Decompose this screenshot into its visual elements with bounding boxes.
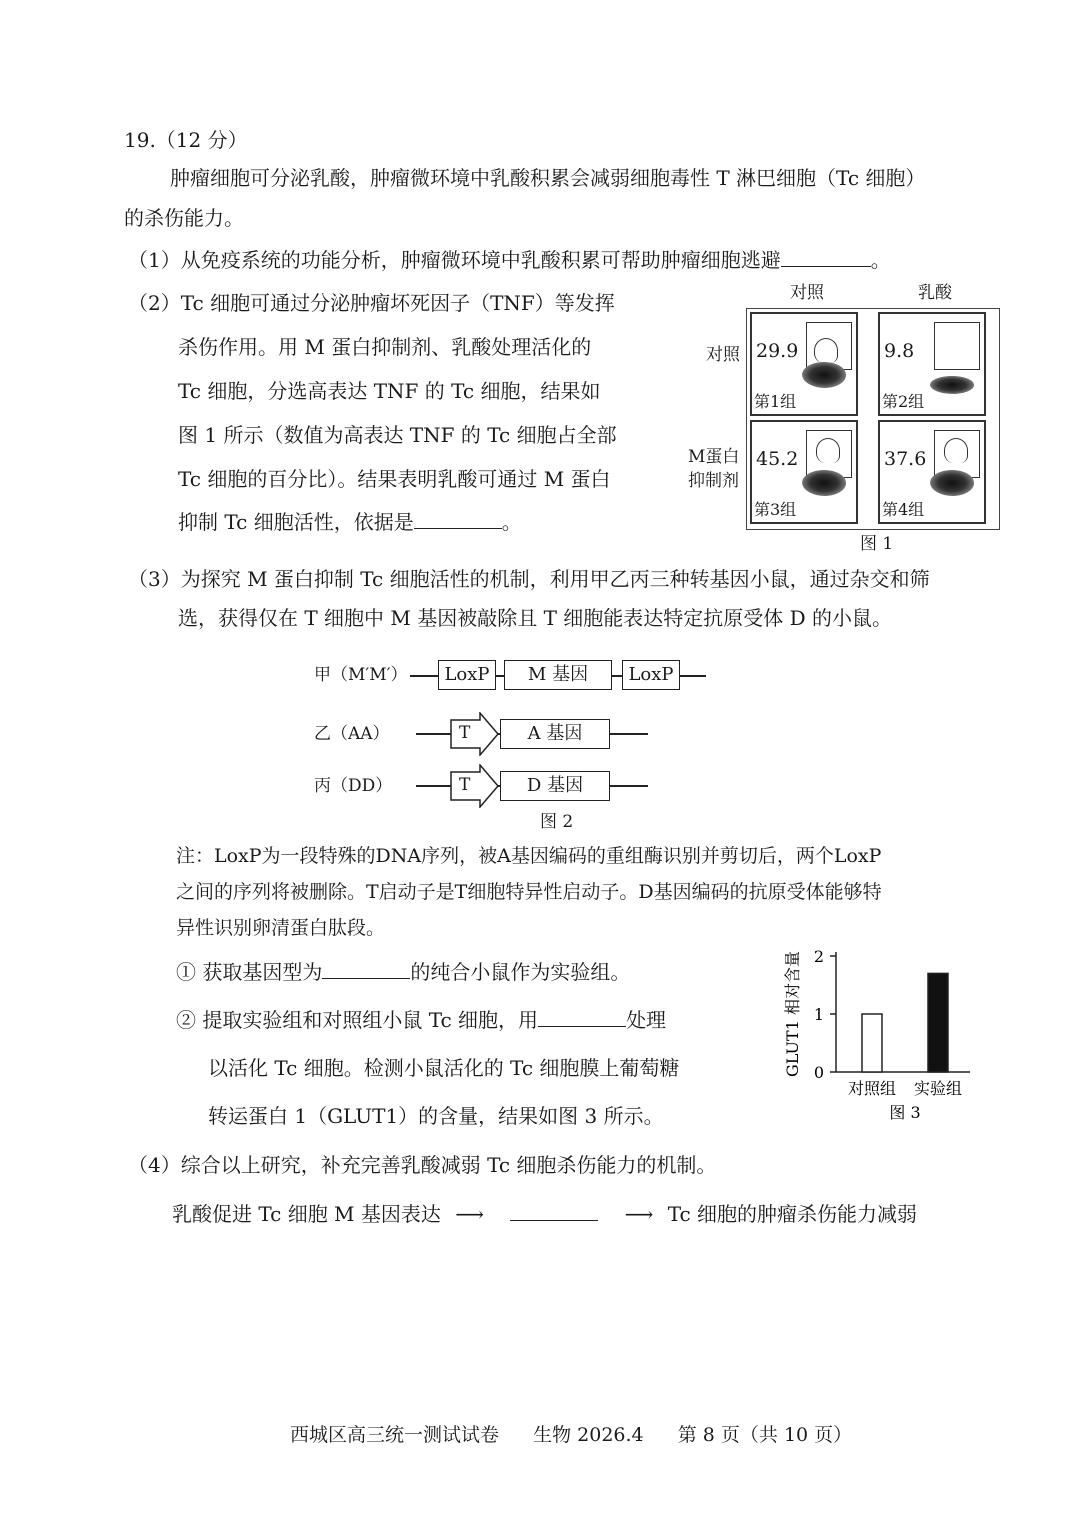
- footer-subject: 生物 2026.4: [533, 1424, 644, 1446]
- fig3-y-tick-label: 1: [813, 1005, 824, 1024]
- fig1-col-label-lactate: 乳酸: [918, 283, 952, 303]
- q2-line-6: [178, 510, 522, 534]
- sub2-line-2: 以活化 Tc 细胞。检测小鼠活化的 Tc 细胞膜上葡萄糖: [208, 1056, 680, 1080]
- note-line-2: 之间的序列将被删除。T启动子是T细胞特异性启动子。D基因编码的抗原受体能够特: [176, 881, 882, 903]
- fig1-row-label-m-protein: M蛋白: [688, 447, 740, 467]
- fig1-panel-3: [750, 420, 858, 524]
- note-line-1: 注：LoxP为一段特殊的DNA序列，被A基因编码的重组酶识别并剪切后，两个LoxP: [176, 845, 882, 867]
- fig3-bar: [862, 1014, 882, 1072]
- fig2-t-promoter-arrow: [450, 764, 500, 808]
- q4-chain: [172, 1202, 917, 1226]
- fig1-row-label-inhibitor: 抑制剂: [688, 471, 739, 491]
- fig1-gate-box: [934, 322, 980, 370]
- sub2-text: [176, 1008, 666, 1032]
- fig2-t-promoter-label: T: [459, 775, 471, 795]
- fig1-panel-value: 37.6: [884, 448, 927, 470]
- fig1-cell-density: [930, 470, 974, 496]
- figure-3-chart: [770, 938, 990, 1128]
- fig1-cell-contour: [944, 438, 968, 463]
- q1-end: 。: [870, 248, 891, 272]
- sub1-stem: ① 获取基因型为: [176, 960, 323, 984]
- fig2-d-gene-box: D 基因: [500, 771, 610, 801]
- q2-line-3: Tc 细胞，分选高表达 TNF 的 Tc 细胞，结果如: [178, 379, 601, 403]
- fig1-cell-density: [930, 376, 974, 394]
- sub2-line-3: 转运蛋白 1（GLUT1）的含量，结果如图 3 所示。: [208, 1104, 664, 1128]
- fig2-loxp-box-right: LoxP: [622, 660, 680, 690]
- sub1-answer-blank[interactable]: [322, 960, 410, 979]
- q4-text: （4）综合以上研究，补充完善乳酸减弱 Tc 细胞杀伤能力的机制。: [128, 1153, 717, 1177]
- fig1-cell-density: [802, 470, 846, 496]
- q4-answer-blank[interactable]: [510, 1202, 598, 1221]
- fig1-panel-group: 第3组: [754, 500, 797, 519]
- fig1-panel-group: 第4组: [882, 500, 925, 519]
- fig1-panel-value: 45.2: [756, 448, 799, 470]
- question-number: 19.（12 分）: [124, 128, 248, 152]
- note-line-3: 异性识别卵清蛋白肽段。: [176, 917, 386, 939]
- fig1-row-label-control: 对照: [706, 345, 740, 365]
- fig1-col-label-control: 对照: [790, 283, 824, 303]
- sub2-answer-blank[interactable]: [538, 1008, 626, 1027]
- arrow-right-icon: ⟶: [455, 1202, 484, 1226]
- footer-exam: 西城区高三统一测试试卷: [290, 1424, 500, 1446]
- q2-line-2: 杀伤作用。用 M 蛋白抑制剂、乳酸处理活化的: [178, 335, 592, 359]
- fig1-panel-value: 9.8: [884, 340, 915, 362]
- fig2-t-promoter-arrow: [450, 712, 500, 756]
- intro-line-1: 肿瘤细胞可分泌乳酸，肿瘤微环境中乳酸积累会减弱细胞毒性 T 淋巴细胞（Tc 细胞）: [170, 166, 926, 190]
- fig1-cell-density: [802, 362, 846, 388]
- fig2-row-label-yi: 乙（AA）: [314, 724, 390, 744]
- sub1-text: [176, 960, 630, 984]
- q2-answer-blank[interactable]: [414, 510, 502, 529]
- fig3-x-tick-label: 实验组: [913, 1079, 963, 1098]
- fig2-m-gene-box: M 基因: [504, 660, 612, 690]
- q2-end: 。: [501, 510, 522, 534]
- fig2-row-label-bing: 丙（DD）: [314, 776, 393, 796]
- q2-stem-end: 抑制 Tc 细胞活性，依据是: [178, 510, 414, 534]
- fig1-panel-1: [750, 312, 858, 416]
- arrow-right-icon: ⟶: [624, 1202, 654, 1226]
- q2-line-4: 图 1 所示（数值为高表达 TNF 的 Tc 细胞占全部: [178, 423, 617, 447]
- fig1-cell-contour: [816, 438, 840, 463]
- footer-page: 第 8 页（共 10 页）: [677, 1424, 853, 1446]
- fig1-panel-group: 第2组: [882, 392, 925, 411]
- fig2-caption: 图 2: [540, 812, 574, 832]
- fig2-loxp-box-left: LoxP: [438, 660, 496, 690]
- fig3-caption: 图 3: [889, 1103, 921, 1122]
- sub2-stem: ② 提取实验组和对照组小鼠 Tc 细胞，用: [176, 1008, 539, 1032]
- intro-line-2: 的杀伤能力。: [124, 206, 244, 230]
- fig3-x-tick-label: 对照组: [847, 1079, 897, 1098]
- fig1-panel-value: 29.9: [756, 340, 799, 362]
- fig2-a-gene-box: A 基因: [500, 719, 610, 749]
- q1-answer-blank[interactable]: [781, 248, 871, 267]
- fig3-y-tick-label: 2: [813, 947, 824, 966]
- q3-line-1: （3）为探究 M 蛋白抑制 Tc 细胞活性的机制，利用甲乙丙三种转基因小鼠，通过杂交和筛: [128, 567, 930, 591]
- fig3-y-tick-label: 0: [813, 1063, 824, 1082]
- footer: [290, 1420, 852, 1447]
- fig1-panel-2: [878, 312, 986, 416]
- fig3-y-label: GLUT1 相对含量: [783, 951, 802, 1077]
- fig1-panel-group: 第1组: [754, 392, 797, 411]
- fig2-row-label-jia: 甲（M′M′）: [314, 665, 408, 685]
- q3-line-2: 选，获得仅在 T 细胞中 M 基因被敲除且 T 细胞能表达特定抗原受体 D 的小鼠。: [178, 606, 893, 630]
- q2-line-1: （2）Tc 细胞可通过分泌肿瘤坏死因子（TNF）等发挥: [128, 291, 615, 315]
- sub2-stem-end: 处理: [626, 1008, 667, 1032]
- fig1-cell-contour: [814, 338, 838, 363]
- q1-stem: （1）从免疫系统的功能分析，肿瘤微环境中乳酸积累可帮助肿瘤细胞逃避: [128, 248, 781, 272]
- sub1-end: 的纯合小鼠作为实验组。: [410, 960, 631, 984]
- q2-line-5: Tc 细胞的百分比）。结果表明乳酸可通过 M 蛋白: [178, 467, 611, 491]
- q4-chain-end: Tc 细胞的肿瘤杀伤能力减弱: [667, 1202, 918, 1226]
- q1-text: [128, 248, 891, 272]
- fig2-t-promoter-label: T: [459, 723, 471, 743]
- fig1-panel-4: [878, 420, 986, 524]
- q4-chain-start: 乳酸促进 Tc 细胞 M 基因表达: [172, 1202, 441, 1226]
- fig3-bar: [928, 973, 948, 1072]
- fig1-caption: 图 1: [860, 534, 894, 554]
